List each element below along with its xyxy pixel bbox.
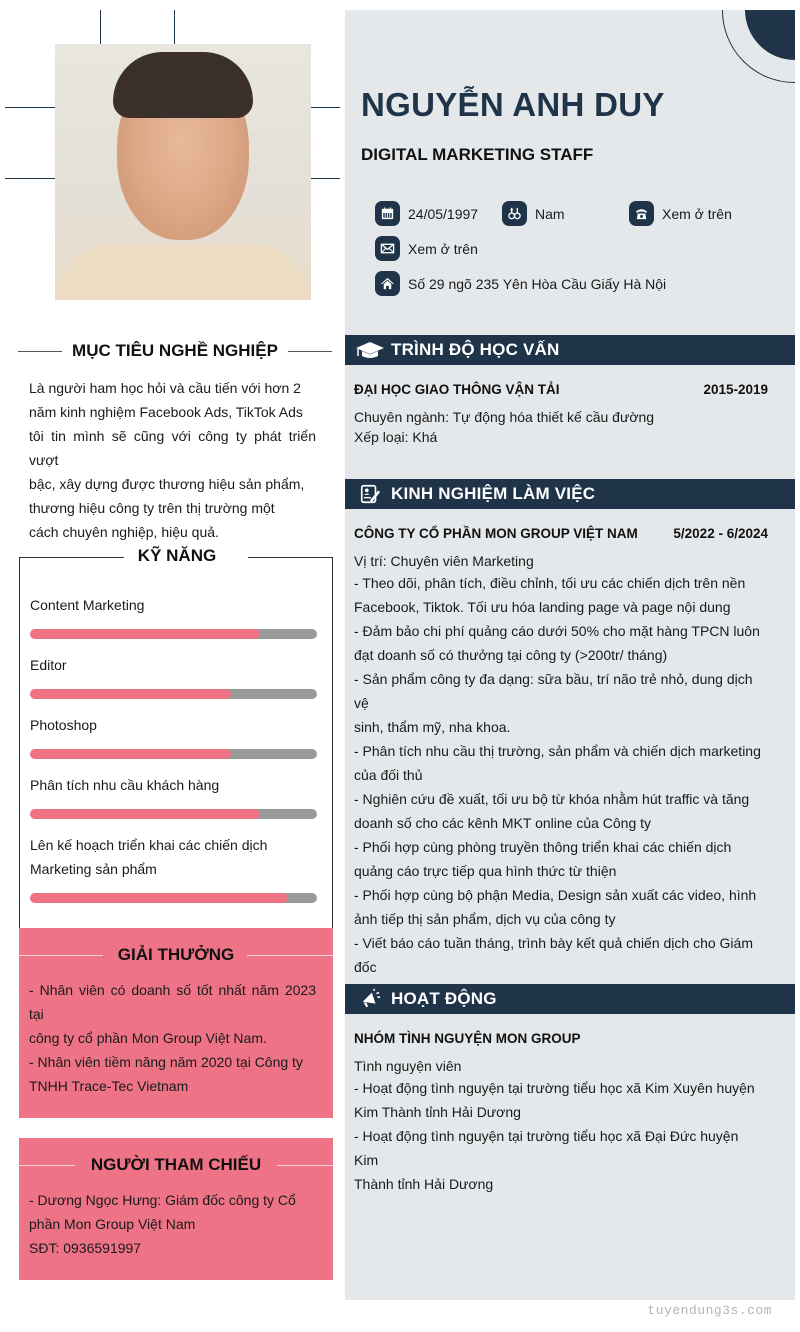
awards-heading xyxy=(19,945,333,965)
info-address xyxy=(375,271,666,296)
experience-line: ảnh tiếp thị sản phẩm, dịch vụ của công ty xyxy=(354,911,616,927)
experience-line: đốc xyxy=(354,959,377,975)
activities-header xyxy=(345,984,795,1014)
objective-line: năm kinh nghiệm Facebook Ads, TikTok Ads xyxy=(29,404,303,420)
references-text xyxy=(29,1188,316,1260)
objective-line: tôi tin mình sẽ cũng với công ty phát triển vượt xyxy=(29,428,316,468)
skill-bar-fill xyxy=(30,809,260,819)
email-value: Xem ở trên xyxy=(408,240,478,257)
experience-line: quảng cáo trực tiếp qua hình thức từ thiện xyxy=(354,863,617,879)
candidate-name: NGUYỄN ANH DUY xyxy=(361,86,665,123)
decor-vertical-line xyxy=(100,10,101,44)
experience-line: - Đảm bảo chi phí quảng cáo dưới 50% cho mặt hàng TPCN luôn xyxy=(354,623,760,639)
awards-text xyxy=(29,978,316,1098)
megaphone-icon xyxy=(355,988,385,1010)
skill-name: Phân tích nhu cầu khách hàng xyxy=(30,777,220,793)
skill-item xyxy=(30,713,317,759)
experience-line: - Phối hợp cùng bộ phận Media, Design sản xuất các video, hình xyxy=(354,887,757,903)
gender-icon xyxy=(502,201,527,226)
experience-line: - Phân tích nhu cầu thị trường, sản phẩm và chiến dịch marketing xyxy=(354,743,761,759)
experience-line: sinh, thẩm mỹ, nha khoa. xyxy=(354,719,511,735)
skill-name: Lên kế hoạch triển khai các chiến dịch xyxy=(30,837,268,853)
skill-name: Marketing sản phẩm xyxy=(30,861,157,877)
skill-bar xyxy=(30,629,317,639)
experience-line: - Sản phẩm công ty đa dạng: sữa bầu, trí não trẻ nhỏ, dung dịch vệ xyxy=(354,671,753,711)
envelope-icon xyxy=(375,236,400,261)
school-name: ĐẠI HỌC GIAO THÔNG VẬN TẢI xyxy=(354,382,560,397)
profile-photo xyxy=(55,44,311,300)
objective-line: Là người ham học hỏi và cầu tiến với hơn 2 xyxy=(29,380,301,396)
activities-details xyxy=(354,1056,766,1196)
skills-section xyxy=(19,546,333,929)
left-column xyxy=(0,0,345,1332)
decor-horizontal-line xyxy=(5,107,55,108)
activity-role: Tình nguyện viên xyxy=(354,1058,462,1074)
experience-line: doanh số cho các kênh MKT online của Công ty xyxy=(354,815,652,831)
decor-horizontal-line xyxy=(311,178,340,179)
skill-bar-fill xyxy=(30,629,260,639)
education-line: Chuyên ngành: Tự động hóa thiết kế cầu đường xyxy=(354,409,655,425)
phone-value: Xem ở trên xyxy=(662,205,732,222)
experience-title: KINH NGHIỆM LÀM VIỆC xyxy=(391,484,596,503)
objective-line: thương hiệu công ty trên thị trường một xyxy=(29,500,275,516)
reference-line: - Dương Ngọc Hưng: Giám đốc công ty Cổ xyxy=(29,1192,296,1208)
activities-entry-header xyxy=(354,1031,766,1046)
experience-header xyxy=(345,479,795,509)
references-section xyxy=(19,1138,333,1280)
award-line: - Nhân viên có doanh số tốt nhất năm 2023 tại xyxy=(29,982,316,1022)
skill-item xyxy=(30,833,317,903)
experience-entry-header xyxy=(354,526,766,541)
experience-line: đạt doanh số có thưởng tại công ty (>200tr/ tháng) xyxy=(354,647,668,663)
education-title: TRÌNH ĐỘ HỌC VẤN xyxy=(391,340,560,359)
activity-line: Thành tỉnh Hải Dương xyxy=(354,1176,494,1192)
skills-title: KỸ NĂNG xyxy=(137,546,217,565)
reference-line: phần Mon Group Việt Nam xyxy=(29,1216,196,1232)
experience-line: - Theo dõi, phân tích, điều chỉnh, tối ưu các chiến dịch trên nền xyxy=(354,575,746,591)
objective-line: bậc, xây dựng được thương hiệu sản phẩm, xyxy=(29,476,305,492)
heading-rule xyxy=(247,955,333,956)
right-column xyxy=(345,10,795,1300)
watermark: tuyendung3s.com xyxy=(647,1303,772,1318)
skill-item xyxy=(30,593,317,639)
references-heading xyxy=(19,1155,333,1175)
heading-rule xyxy=(277,1165,333,1166)
reference-line: SĐT: 0936591997 xyxy=(29,1240,142,1256)
heading-rule xyxy=(18,351,62,352)
decor-horizontal-line xyxy=(311,107,340,108)
photo-hair xyxy=(113,52,253,118)
info-phone xyxy=(629,201,732,226)
address-value: Số 29 ngõ 235 Yên Hòa Cầu Giấy Hà Nội xyxy=(408,275,667,292)
education-header xyxy=(345,335,795,365)
skill-name: Editor xyxy=(30,657,67,673)
gender-value: Nam xyxy=(535,205,565,222)
skill-item xyxy=(30,653,317,699)
calendar-icon xyxy=(375,201,400,226)
experience-period: 5/2022 - 6/2024 xyxy=(673,526,768,541)
skill-bar-fill xyxy=(30,689,231,699)
decor-vertical-line xyxy=(174,10,175,44)
objective-heading xyxy=(18,341,332,361)
heading-rule xyxy=(19,955,103,956)
skill-name: Content Marketing xyxy=(30,597,145,613)
photo-shirt xyxy=(55,244,311,300)
activity-line: Kim Thành tỉnh Hải Dương xyxy=(354,1104,521,1120)
experience-line: - Nghiên cứu đề xuất, tối ưu bộ từ khóa nhằm hút traffic và tăng xyxy=(354,791,750,807)
resume-edit-icon xyxy=(355,483,385,505)
award-line: - Nhân viên tiềm năng năm 2020 tại Công ty xyxy=(29,1054,303,1070)
heading-rule xyxy=(19,1165,75,1166)
info-gender xyxy=(502,201,565,226)
experience-line: - Phối hợp cùng phòng truyền thông triển khai các chiến dịch xyxy=(354,839,732,855)
heading-rule xyxy=(288,351,332,352)
education-line: Xếp loại: Khá xyxy=(354,429,438,445)
decor-horizontal-line xyxy=(5,178,55,179)
experience-line: của đối thủ xyxy=(354,767,423,783)
award-line: công ty cổ phần Mon Group Việt Nam. xyxy=(29,1030,267,1046)
skill-bar xyxy=(30,749,317,759)
experience-line: - Viết báo cáo tuần tháng, trình bày kết quả chiến dịch cho Giám xyxy=(354,935,753,951)
experience-position: Vị trí: Chuyên viên Marketing xyxy=(354,553,534,569)
info-email xyxy=(375,236,478,261)
experience-details xyxy=(354,551,766,979)
education-entry-header xyxy=(354,382,766,397)
awards-title: GIẢI THƯỞNG xyxy=(117,945,235,964)
info-birthday xyxy=(375,201,478,226)
skill-bar-fill xyxy=(30,749,231,759)
skill-bar xyxy=(30,689,317,699)
skill-bar-fill xyxy=(30,893,288,903)
activity-line: - Hoạt động tình nguyện tại trường tiểu học xã Kim Xuyên huyện xyxy=(354,1080,755,1096)
candidate-role: DIGITAL MARKETING STAFF xyxy=(361,145,594,164)
references-title: NGƯỜI THAM CHIẾU xyxy=(90,1155,262,1174)
home-icon xyxy=(375,271,400,296)
objective-line: cách chuyên nghiệp, hiệu quả. xyxy=(29,524,219,540)
objective-text xyxy=(29,376,316,544)
skill-item xyxy=(30,773,317,819)
education-details xyxy=(354,407,766,447)
education-period: 2015-2019 xyxy=(703,382,768,397)
activity-line: - Hoạt động tình nguyện tại trường tiểu học xã Đại Đức huyện Kim xyxy=(354,1128,739,1168)
award-line: TNHH Trace-Tec Vietnam xyxy=(29,1078,189,1094)
organization-name: NHÓM TÌNH NGUYỆN MON GROUP xyxy=(354,1031,581,1046)
objective-title: MỤC TIÊU NGHỀ NGHIỆP xyxy=(72,341,278,360)
graduation-cap-icon xyxy=(355,339,385,361)
skill-name: Photoshop xyxy=(30,717,97,733)
company-name: CÔNG TY CỔ PHẦN MON GROUP VIỆT NAM xyxy=(354,526,638,541)
skill-bar xyxy=(30,809,317,819)
phone-icon xyxy=(629,201,654,226)
activities-title: HOẠT ĐỘNG xyxy=(391,989,497,1008)
awards-section xyxy=(19,928,333,1118)
skill-bar xyxy=(30,893,317,903)
experience-line: Facebook, Tiktok. Tối ưu hóa landing page và page nội dung xyxy=(354,599,731,615)
birthday-value: 24/05/1997 xyxy=(408,205,479,222)
